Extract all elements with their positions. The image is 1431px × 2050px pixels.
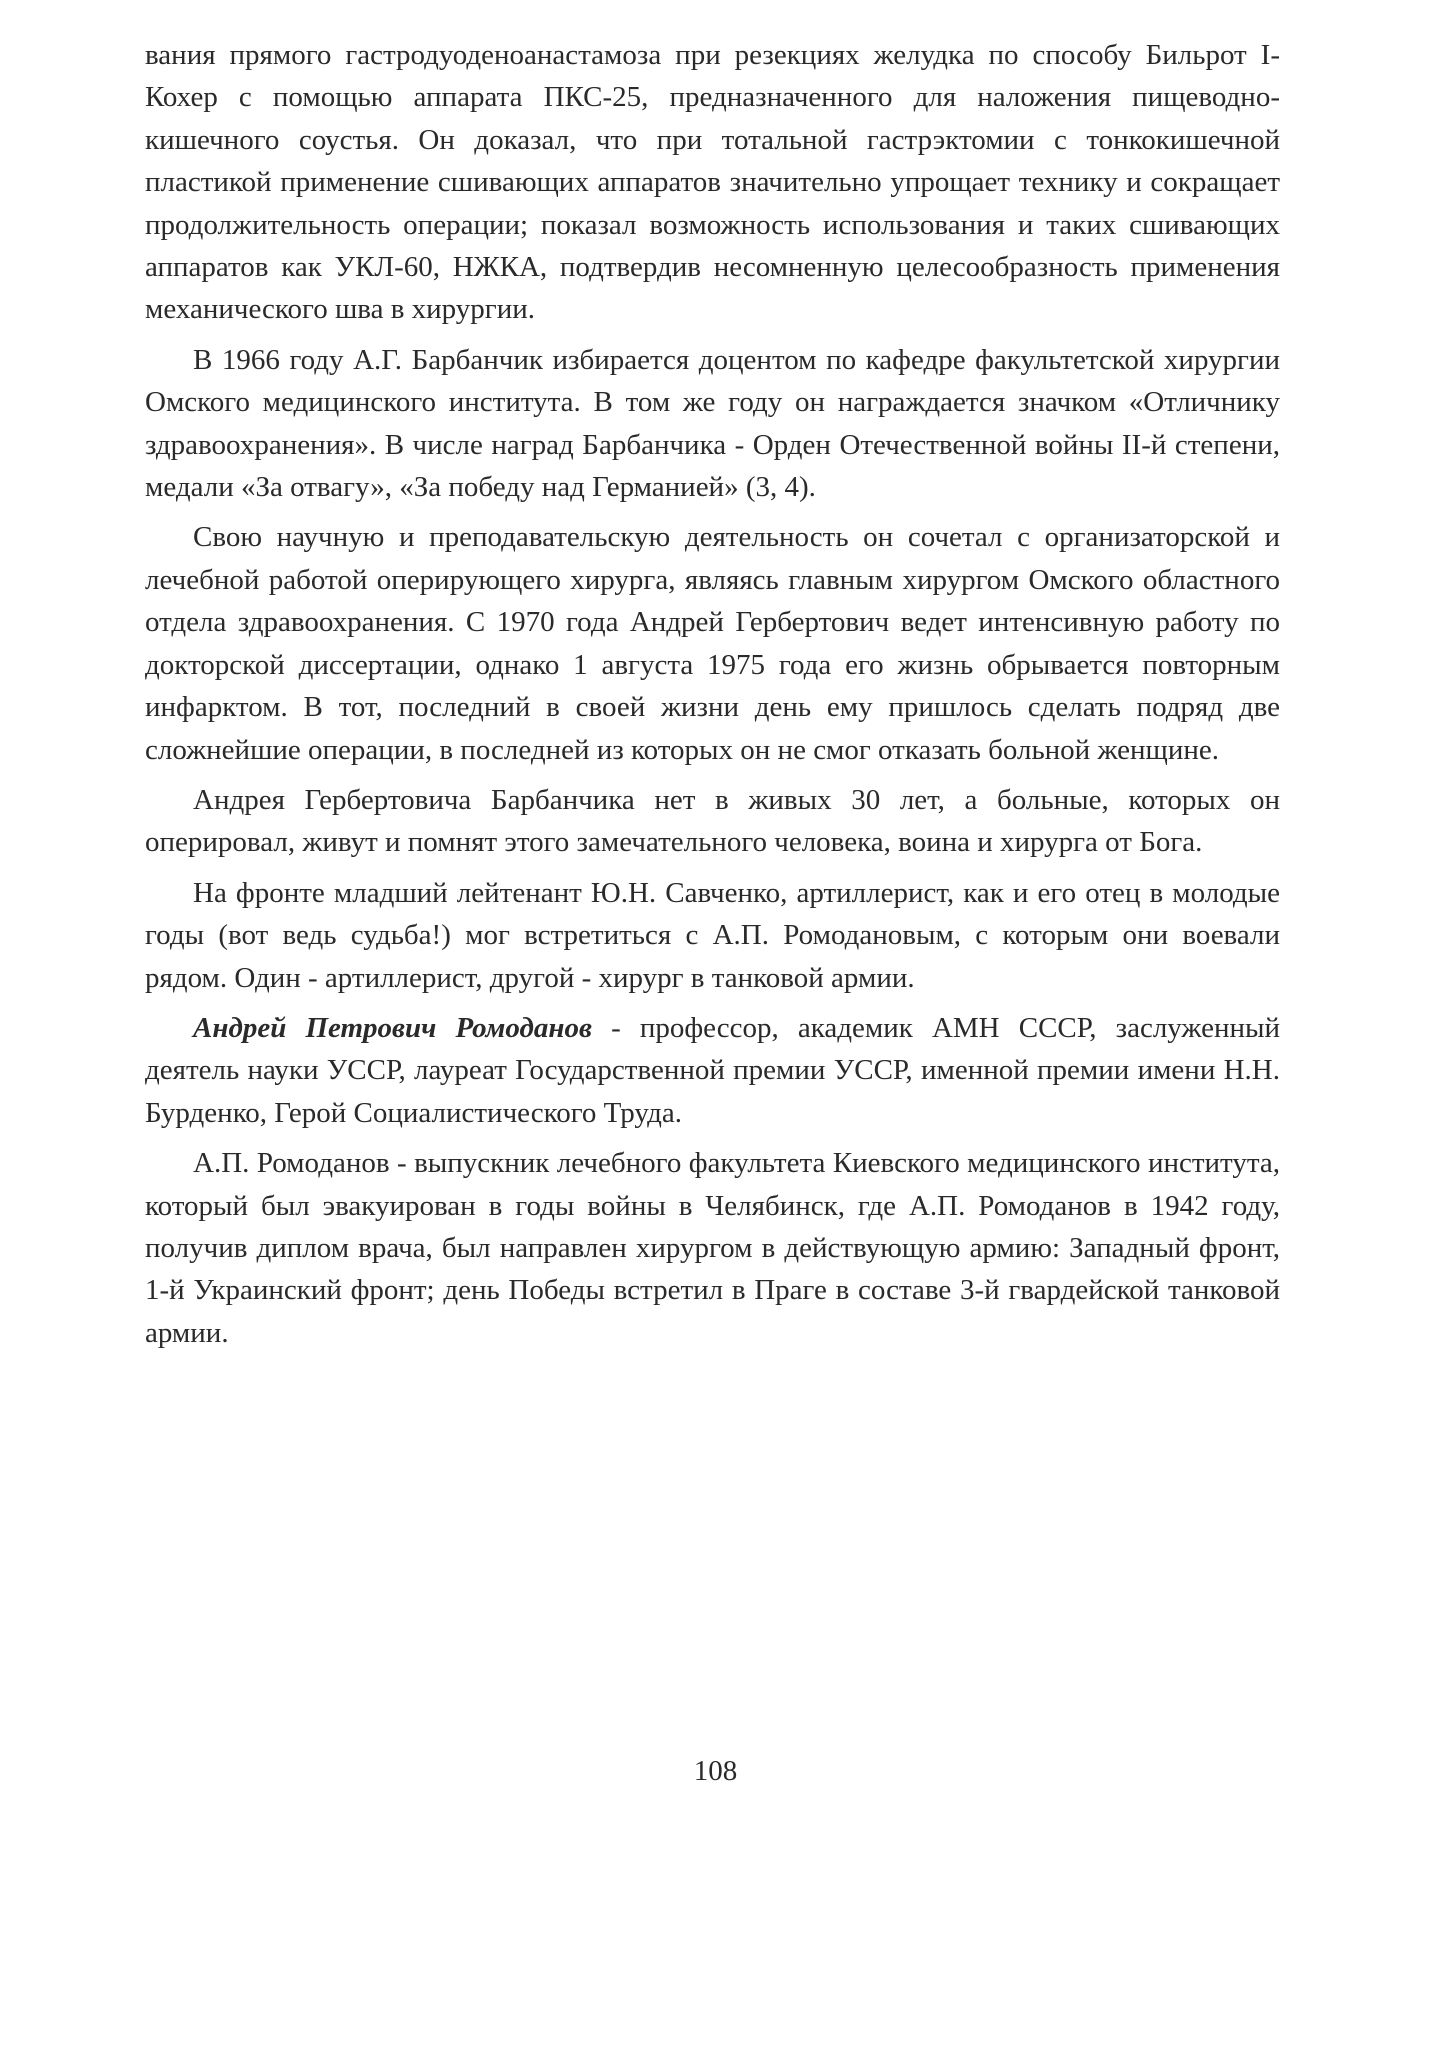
paragraph-6 bbox=[145, 1007, 1280, 1134]
paragraph-5-text: На фронте младший лейтенант Ю.Н. Савченко, артиллерист, как и его отец в молодые годы (вот ведь судьба!) мог встретиться с А.П. Ромодановым, с которым они воевали рядом. Один - артиллерист, другой - хирург в танковой армии. bbox=[145, 876, 1280, 994]
paragraph-6-text: - профессор, академик АМН СССР, заслуженный деятель науки УССР, лауреат Государственной премии УССР, именной премии имени Н.Н. Бурденко, Герой Социалистического Труда. bbox=[145, 1011, 1280, 1129]
paragraph-2-text: В 1966 году А.Г. Барбанчик избирается доцентом по кафедре факультетской хирургии Омского медицинского института. В том же году он награждается значком «Отличнику здравоохранения». В числе наград Барбанчика - Орден Отечественной войны II-й степени, медали «За отвагу», «За победу над Германией» (3, 4). bbox=[145, 343, 1280, 504]
paragraph-7-text: А.П. Ромоданов - выпускник лечебного факультета Киевского медицинского института, который был эвакуирован в годы войны в Челябинск, где А.П. Ромоданов в 1942 году, получив диплом врача, был направлен хирургом в действующую армию: Западный фронт, 1-й Украинский фронт; день Победы встретил в Праге в составе 3-й гвардейской танковой армии. bbox=[145, 1147, 1280, 1349]
body-text bbox=[145, 34, 1280, 1354]
paragraph-2 bbox=[145, 339, 1280, 509]
paragraph-1-text: вания прямого гастродуоденоанастамоза при резекциях желудка по способу Бильрот I-Кохер с помощью аппарата ПКС-25, предназначенного для наложения пищеводно-кишечного соустья. Он доказал, что при тотальной гастрэктомии с тонкокишечной пластикой применение сшивающих аппаратов значительно упрощает технику и сокращает продолжительность операции; показал возможность использования и таких сшивающих аппаратов как УКЛ-60, НЖКА, подтвердив несомненную целесообразность применения механического шва в хирургии. bbox=[145, 39, 1280, 326]
paragraph-1 bbox=[145, 34, 1280, 331]
paragraph-4-text: Андрея Гербертовича Барбанчика нет в живых 30 лет, а больные, которых он оперировал, живут и помнят этого замечательного человека, воина и хирурга от Бога. bbox=[145, 783, 1280, 859]
paragraph-3-text: Свою научную и преподавательскую деятельность он сочетал с организаторской и лечебной работой оперирующего хирурга, являясь главным хирургом Омского областного отдела здравоохранения. С 1970 года Андрей Гербертович ведет интенсивную работу по докторской диссертации, однако 1 августа 1975 года его жизнь обрывается повторным инфарктом. В тот, последний в своей жизни день ему пришлось сделать подряд две сложнейшие операции, в последней из которых он не смог отказать больной женщине. bbox=[145, 521, 1280, 766]
paragraph-3 bbox=[145, 516, 1280, 770]
paragraph-4 bbox=[145, 779, 1280, 864]
person-name-heading: Андрей Петрович Ромоданов bbox=[193, 1011, 592, 1044]
paragraph-5 bbox=[145, 872, 1280, 999]
page-number: 108 bbox=[693, 1755, 738, 1787]
paragraph-7 bbox=[145, 1142, 1280, 1354]
